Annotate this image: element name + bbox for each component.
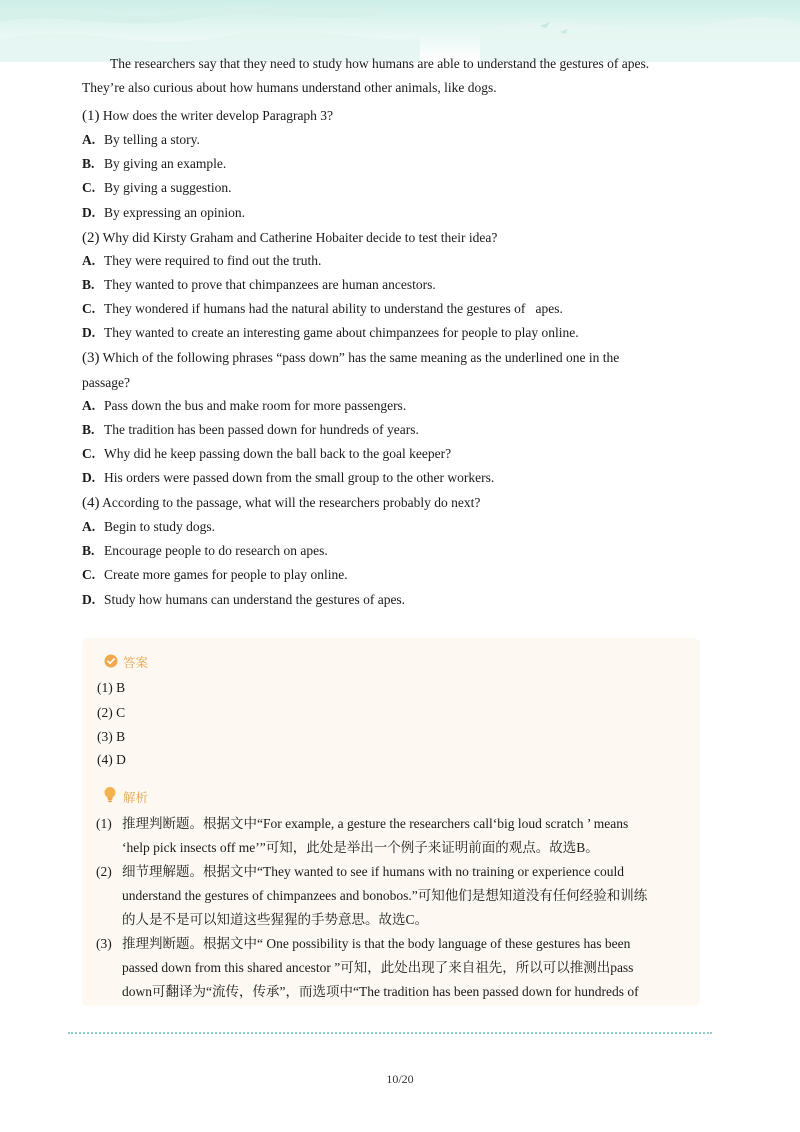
option-letter: C. [82, 567, 96, 582]
option-1b [82, 156, 226, 172]
option-2b [82, 277, 436, 293]
question-number: (4) [82, 495, 100, 511]
explanation-section-title: 解析 [123, 790, 149, 805]
option-4d [82, 592, 405, 608]
option-3d [82, 470, 494, 486]
option-letter: D. [82, 470, 96, 485]
check-badge-icon [104, 654, 118, 673]
question-3-continued: passage? [82, 375, 130, 390]
explanation-number: (2) [96, 864, 112, 879]
option-4b [82, 543, 328, 559]
option-2d [82, 325, 579, 341]
explanation-item-1 [96, 812, 676, 860]
option-letter: C. [82, 301, 96, 316]
header-decoration [0, 0, 800, 62]
question-number: (2) [82, 230, 100, 246]
option-letter: A. [82, 253, 96, 268]
answer-3: (3) B [97, 729, 126, 744]
passage-line-1: The researchers say that they need to study how humans are able to understand the gestures of apes. [110, 56, 650, 71]
explanation-item-3 [96, 932, 676, 1004]
explanation-number: (3) [96, 936, 112, 951]
question-number: (3) [82, 350, 100, 366]
option-letter: D. [82, 325, 96, 340]
option-text: Create more games for people to play online. [104, 567, 348, 582]
explanation-number: (1) [96, 816, 112, 831]
passage-line-2: They’re also curious about how humans understand other animals, like dogs. [82, 80, 497, 95]
option-letter: B. [82, 277, 95, 292]
option-letter: A. [82, 398, 96, 413]
option-2a [82, 253, 321, 269]
question-3 [82, 350, 619, 367]
answer-1: (1) B [97, 680, 126, 695]
option-text: Pass down the bus and make room for more passengers. [104, 398, 407, 413]
option-text: By giving an example. [104, 156, 227, 171]
option-1d [82, 205, 245, 221]
option-letter: A. [82, 132, 96, 147]
explanation-line: passed down from this shared ancestor ”可知，此处出现了来自祖先，所以可以推测出pass [122, 960, 634, 975]
question-1 [82, 108, 333, 125]
explanation-line: 推理判断题。根据文中“ One possibility is that the body language of these gestures has been [122, 936, 631, 951]
footer-divider [68, 1032, 712, 1034]
option-letter: C. [82, 180, 96, 195]
explanation-line: 细节理解题。根据文中“They wanted to see if humans with no training or experience could [122, 864, 625, 879]
option-letter: B. [82, 422, 95, 437]
option-text: By telling a story. [104, 132, 200, 147]
explanation-line: 的人是不是可以知道这些猩猩的手势意思。故选C。 [122, 912, 429, 927]
option-letter: C. [82, 446, 96, 461]
option-text: The tradition has been passed down for hundreds of years. [104, 422, 419, 437]
option-2c [82, 301, 563, 317]
question-text: According to the passage, what will the researchers probably do next? [102, 495, 481, 510]
option-letter: B. [82, 156, 95, 171]
question-text: Which of the following phrases “pass down” has the same meaning as the underlined one in the [102, 350, 620, 365]
option-text: Study how humans can understand the gestures of apes. [104, 592, 406, 607]
explanation-line: 推理判断题。根据文中“For example, a gesture the researchers call‘big loud scratch ’ means [122, 816, 629, 831]
page-number: 10/20 [386, 1072, 414, 1086]
option-text: By giving a suggestion. [104, 180, 232, 195]
option-text: They were required to find out the truth. [104, 253, 322, 268]
lightbulb-icon [103, 786, 117, 808]
question-4 [82, 495, 480, 512]
answer-section-title: 答案 [123, 655, 149, 670]
option-text: They wanted to prove that chimpanzees are human ancestors. [104, 277, 436, 292]
option-text: By expressing an opinion. [104, 205, 245, 220]
option-3c [82, 446, 451, 462]
option-text: They wanted to create an interesting game about chimpanzees for people to play online. [104, 325, 579, 340]
option-letter: A. [82, 519, 96, 534]
option-3a [82, 398, 406, 414]
option-4a [82, 519, 215, 535]
explanation-line: understand the gestures of chimpanzees and bonobos.”可知他们是想知道没有任何经验和训练 [122, 888, 648, 903]
option-1a [82, 132, 200, 148]
answer-4: (4) D [97, 752, 126, 767]
option-4c [82, 567, 348, 583]
option-text: Begin to study dogs. [104, 519, 216, 534]
explanation-list [96, 812, 676, 1004]
question-2 [82, 230, 497, 247]
option-text: Why did he keep passing down the ball back to the goal keeper? [104, 446, 452, 461]
explanation-line: down可翻译为“流传，传承”，而选项中“The tradition has been passed down for hundreds of [122, 984, 639, 999]
explanation-item-2 [96, 860, 676, 932]
option-text: His orders were passed down from the small group to the other workers. [104, 470, 495, 485]
question-number: (1) [82, 108, 100, 124]
option-text: They wondered if humans had the natural ability to understand the gestures of apes. [104, 301, 563, 316]
question-text: How does the writer develop Paragraph 3? [102, 108, 334, 123]
answer-2: (2) C [97, 705, 126, 720]
explanation-line: ‘help pick insects off me’”可知，此处是举出一个例子来证明前面的观点。故选B。 [122, 840, 599, 855]
option-text: Encourage people to do research on apes. [104, 543, 328, 558]
option-letter: D. [82, 592, 96, 607]
option-letter: D. [82, 205, 96, 220]
option-1c [82, 180, 232, 196]
question-text: Why did Kirsty Graham and Catherine Hobaiter decide to test their idea? [102, 230, 498, 245]
option-3b [82, 422, 419, 438]
option-letter: B. [82, 543, 95, 558]
